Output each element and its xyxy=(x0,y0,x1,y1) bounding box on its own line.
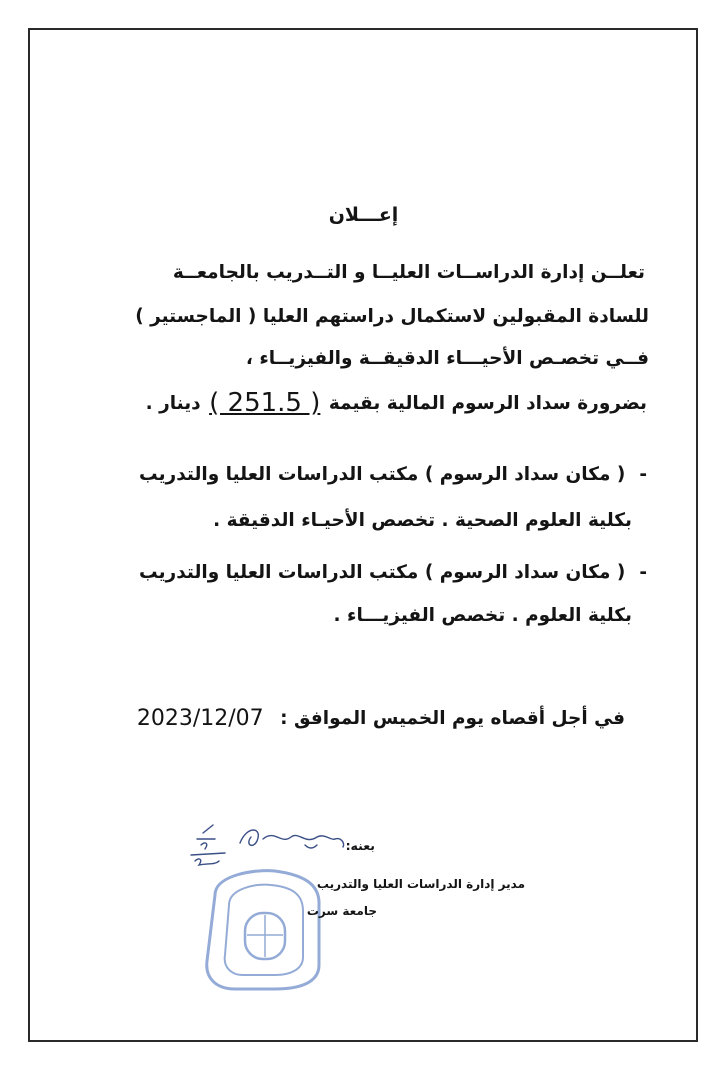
signature-title: مدير إدارة الدراسات العليا والتدريب xyxy=(316,877,525,891)
fees-prefix: بضرورة سداد الرسوم المالية بقيمة xyxy=(328,393,647,414)
fees-suffix: دينار . xyxy=(145,393,201,414)
payment-place-1-text: ( مكان سداد الرسوم ) مكتب الدراسات العليا والتدريب xyxy=(139,464,626,485)
payment-place-2-line-1 xyxy=(139,562,647,583)
fees-amount: ( 251.5 ) xyxy=(209,388,321,418)
payment-place-2-line-2: بكلية العلوم . تخصص الفيزيـــاء . xyxy=(333,605,632,626)
deadline-date: 2023/12/07 xyxy=(136,706,264,731)
payment-place-1-line-1 xyxy=(139,464,647,485)
fees-line xyxy=(146,388,647,418)
body-line-2: للسادة المقبولين لاستكمال دراستهم العليا ( الماجستير ) xyxy=(135,306,649,327)
body-line-3: فــي تخصـص الأحيـــاء الدقيقــة والفيزيــاء ، xyxy=(245,348,649,369)
bullet-dash: - xyxy=(639,562,647,583)
university-stamp xyxy=(195,865,330,995)
payment-place-2-text: ( مكان سداد الرسوم ) مكتب الدراسات العليا والتدريب xyxy=(139,562,626,583)
body-line-1: تعلــن إدارة الدراســات العليــا و التــدريب بالجامعــة xyxy=(172,262,645,283)
payment-place-1-line-2: بكلية العلوم الصحية . تخصص الأحيـاء الدقيقة . xyxy=(213,510,632,531)
deadline-line xyxy=(137,706,625,731)
announcement-title: إعـــلان xyxy=(328,204,399,226)
deadline-label: في أجل أقصاه يوم الخميس الموافق : xyxy=(280,708,625,729)
signature-on-behalf: بعنه: xyxy=(345,838,375,853)
signature-university: جامعة سرت xyxy=(306,904,377,918)
bullet-dash: - xyxy=(639,464,647,485)
